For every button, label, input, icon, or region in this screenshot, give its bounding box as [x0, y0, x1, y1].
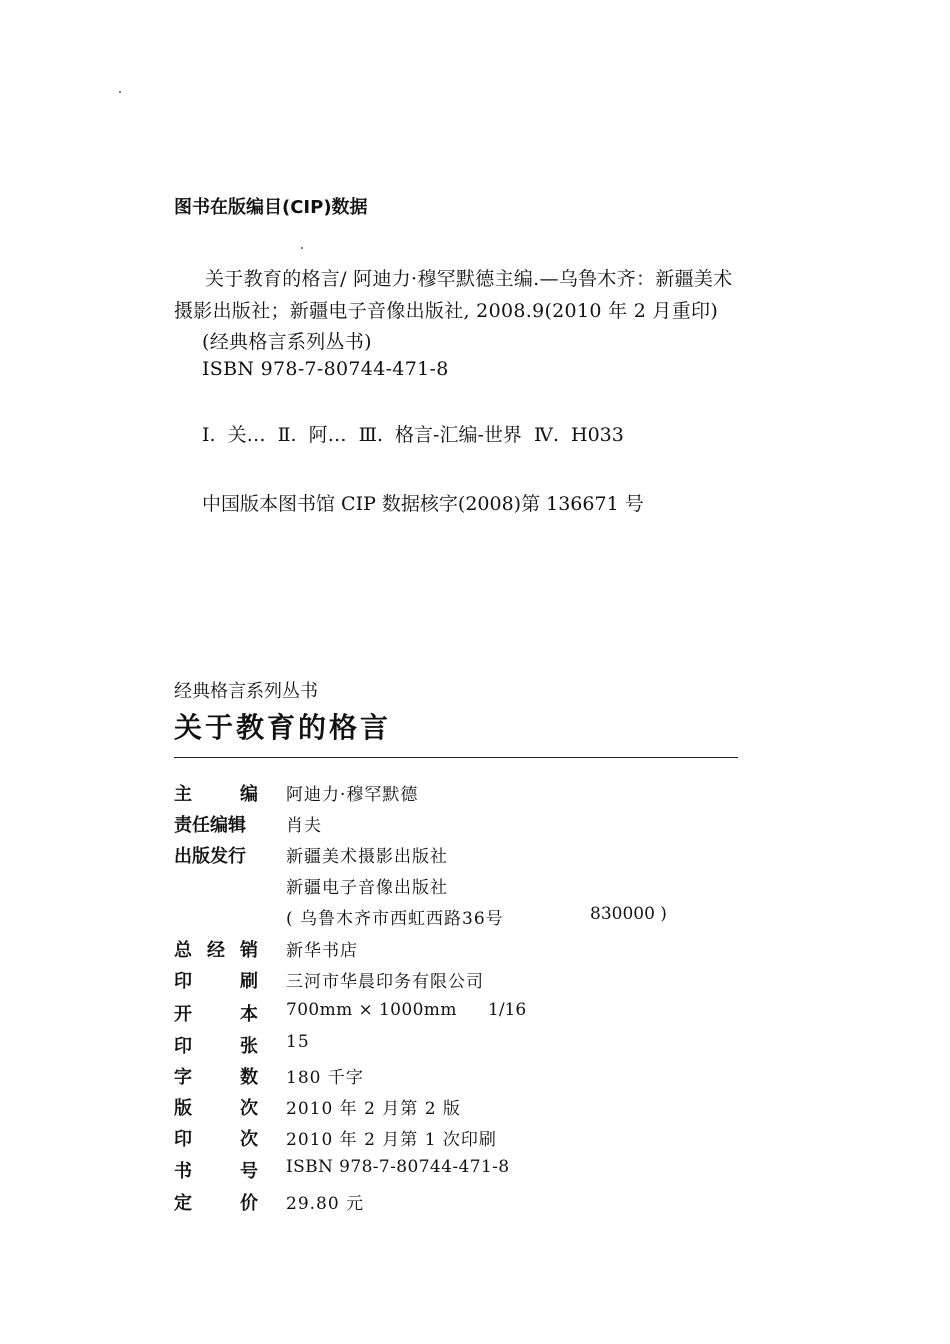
divider-rule [174, 757, 738, 758]
info-label [174, 936, 258, 962]
label-char: 定 [174, 1193, 192, 1214]
info-label [174, 1189, 258, 1215]
info-label [174, 842, 258, 868]
label-char: 次 [240, 1098, 258, 1119]
label-char: 开 [174, 1004, 192, 1025]
info-label [174, 1125, 258, 1151]
label-char: 编 [240, 784, 258, 805]
cip-number: 中国版本图书馆 CIP 数据核字(2008)第 136671 号 [202, 493, 644, 515]
label-char: 字 [174, 1067, 192, 1088]
scan-speck [119, 91, 121, 93]
book-title: 关于教育的格言 [174, 711, 392, 744]
info-value: 700mm × 1000mm [286, 1000, 457, 1020]
label-char: 号 [240, 1161, 258, 1182]
label-char: 印 [174, 1036, 192, 1057]
label-char: 价 [240, 1193, 258, 1214]
label-char: 主 [174, 784, 192, 805]
info-value: 肖夫 [286, 816, 322, 836]
info-value: 新华书店 [286, 941, 358, 961]
label-char: 经 [207, 940, 225, 961]
cip-isbn: ISBN 978-7-80744-471-8 [202, 358, 449, 380]
label-char: 印 [174, 1129, 192, 1150]
cip-heading: 图书在版编目(CIP)数据 [174, 197, 368, 218]
info-label [174, 780, 258, 806]
cip-line-3: (经典格言系列丛书) [202, 331, 372, 353]
label-text: 出版发行 [174, 846, 246, 867]
label-char: 印 [174, 971, 192, 992]
label-char: 版 [174, 1098, 192, 1119]
info-value: 15 [286, 1032, 310, 1052]
info-value: 阿迪力·穆罕默德 [286, 785, 419, 805]
info-value: 新疆电子音像出版社 [286, 878, 448, 898]
series-name: 经典格言系列丛书 [174, 681, 318, 702]
info-value: 2010 年 2 月第 2 版 [286, 1099, 461, 1119]
cip-line-2: 摄影出版社；新疆电子音像出版社, 2008.9(2010 年 2 月重印) [174, 300, 719, 322]
info-label [174, 1000, 258, 1026]
info-label [174, 1032, 258, 1058]
info-label [174, 1094, 258, 1120]
info-label [174, 811, 258, 837]
label-char: 次 [240, 1129, 258, 1150]
cip-line-1: 关于教育的格言/ 阿迪力·穆罕默德主编.—乌鲁木齐：新疆美术 [205, 268, 733, 290]
cip-classification: Ⅰ. 关… Ⅱ. 阿… Ⅲ. 格言-汇编-世界 Ⅳ. H033 [202, 424, 624, 446]
label-char: 数 [240, 1067, 258, 1088]
info-value: 新疆美术摄影出版社 [286, 847, 448, 867]
info-label [174, 1063, 258, 1089]
publisher-address: ( 乌鲁木齐市西虹西路36号 [286, 909, 504, 929]
info-label [174, 1157, 258, 1183]
label-char: 刷 [240, 971, 258, 992]
publisher-postcode: 830000 ) [590, 904, 667, 924]
info-value: ISBN 978-7-80744-471-8 [286, 1157, 510, 1177]
label-char: 本 [240, 1004, 258, 1025]
info-value: 29.80 元 [286, 1194, 365, 1214]
label-text: 责任编辑 [174, 815, 246, 836]
format-fraction: 1/16 [488, 1000, 527, 1020]
scan-speck [301, 247, 303, 249]
label-char: 张 [240, 1036, 258, 1057]
label-char: 总 [174, 940, 192, 961]
label-char: 书 [174, 1161, 192, 1182]
info-value: 180 千字 [286, 1068, 364, 1088]
info-value: 三河市华晨印务有限公司 [286, 972, 484, 992]
label-char: 销 [240, 940, 258, 961]
info-label [174, 967, 258, 993]
info-value: 2010 年 2 月第 1 次印刷 [286, 1130, 497, 1150]
